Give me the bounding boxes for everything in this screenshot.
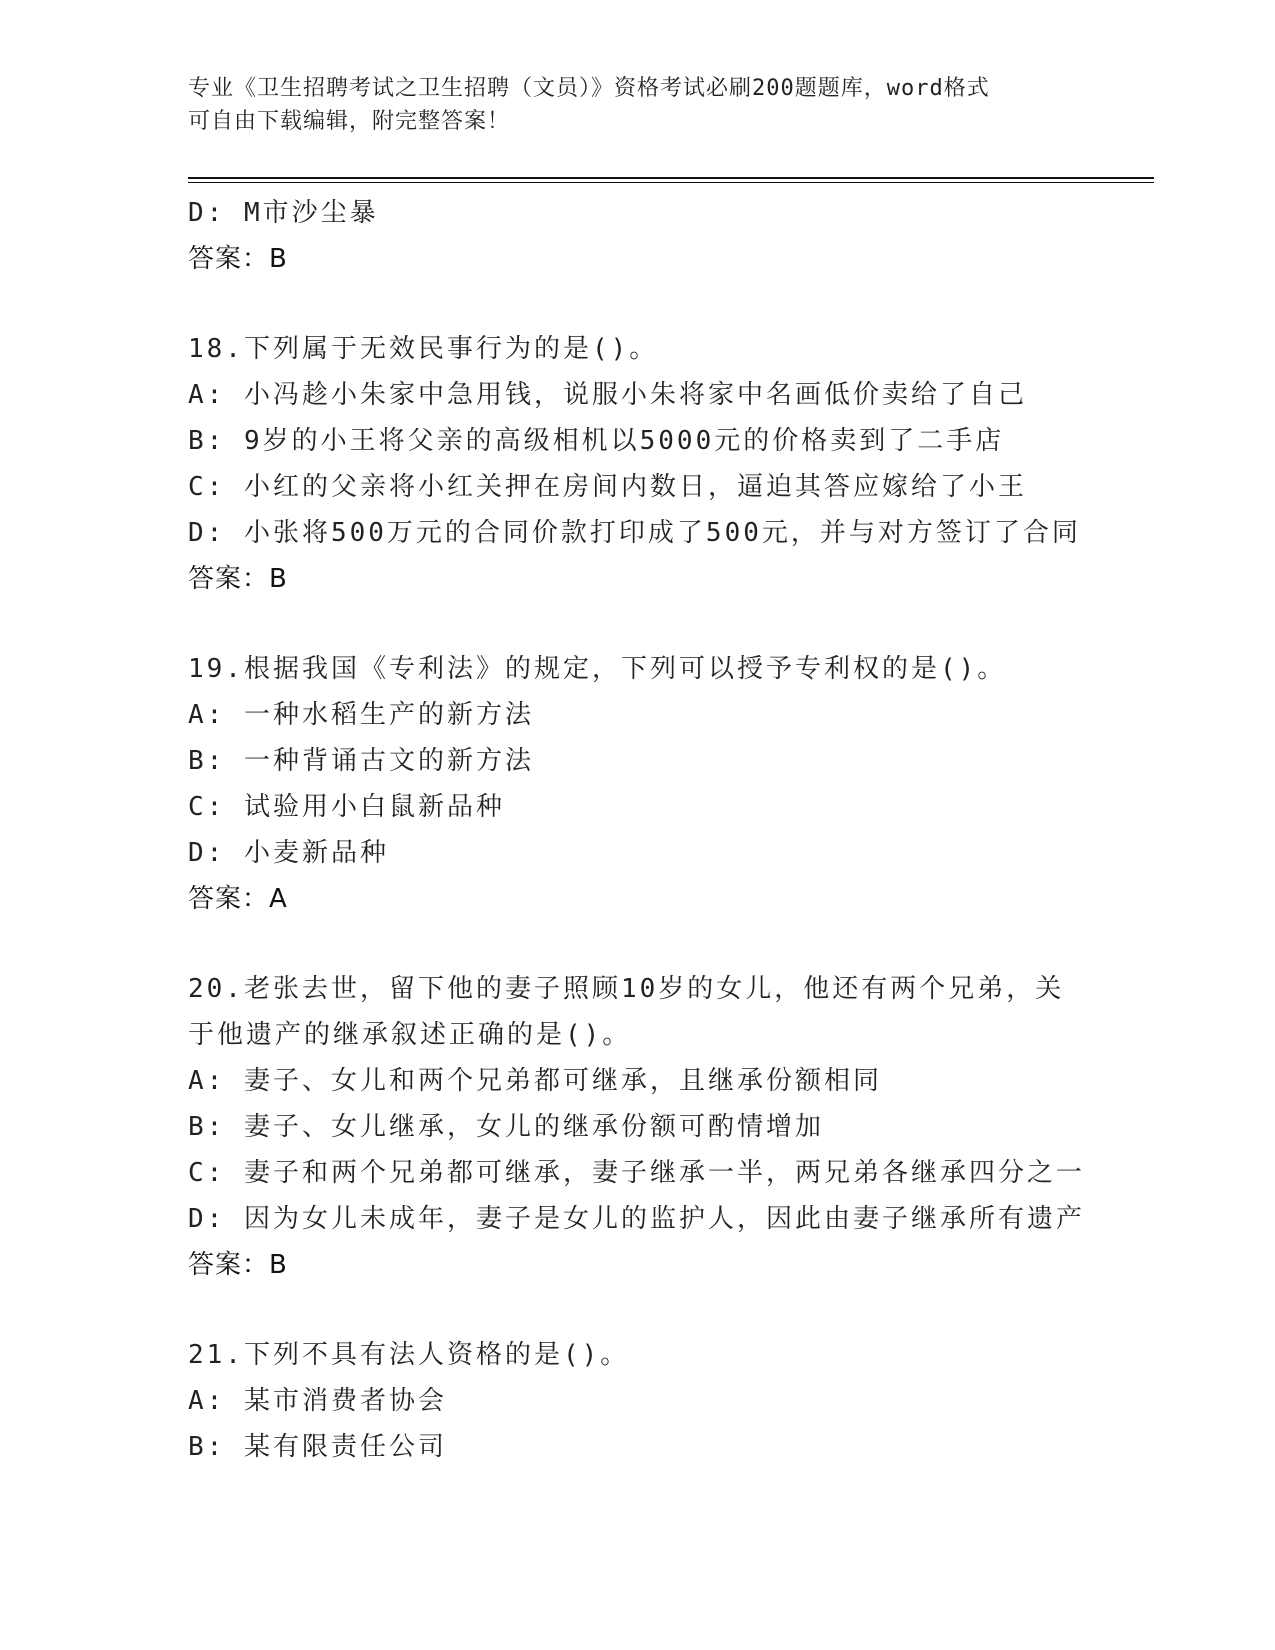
option-c: C: 小红的父亲将小红关押在房间内数日，逼迫其答应嫁给了小王 [188,472,1027,502]
question-18 [188,326,1158,602]
option-b: B: 9岁的小王将父亲的高级相机以5000元的价格卖到了二手店 [188,426,1005,456]
option-d: D: 小张将500万元的合同价款打印成了500元，并与对方签订了合同 [188,518,1081,548]
answer: 答案：B [188,244,288,274]
option-c: C: 试验用小白鼠新品种 [188,792,505,822]
option-d: D: M市沙尘暴 [188,198,379,228]
question-title-line-1: 20.老张去世，留下他的妻子照顾10岁的女儿，他还有两个兄弟，关 [188,974,1065,1004]
spacer [188,1288,1158,1332]
header-divider-thick [188,177,1154,179]
option-a: A: 某市消费者协会 [188,1386,447,1416]
question-title: 19.根据我国《专利法》的规定，下列可以授予专利权的是()。 [188,654,1007,684]
question-title: 21.下列不具有法人资格的是()。 [188,1340,630,1370]
question-19 [188,646,1158,922]
option-b: B: 妻子、女儿继承，女儿的继承份额可酌情增加 [188,1112,824,1142]
header-divider-thin [188,182,1154,183]
question-title-line-2: 于他遗产的继承叙述正确的是()。 [188,1020,632,1050]
answer: 答案：A [188,884,288,914]
spacer [188,602,1158,646]
question-21 [188,1332,1158,1470]
question-17 [188,190,1158,282]
option-d: D: 因为女儿未成年，妻子是女儿的监护人，因此由妻子继承所有遗产 [188,1204,1085,1234]
header-line-1: 专业《卫生招聘考试之卫生招聘（文员）》资格考试必刷200题题库，word格式 [188,76,990,101]
option-b: B: 一种背诵古文的新方法 [188,746,534,776]
answer: 答案：B [188,1250,288,1280]
option-b: B: 某有限责任公司 [188,1432,447,1462]
option-d: D: 小麦新品种 [188,838,389,868]
option-c: C: 妻子和两个兄弟都可继承，妻子继承一半，两兄弟各继承四分之一 [188,1158,1085,1188]
question-list [188,190,1158,1470]
question-20 [188,966,1158,1288]
option-a: A: 妻子、女儿和两个兄弟都可继承，且继承份额相同 [188,1066,882,1096]
spacer [188,282,1158,326]
option-a: A: 小冯趁小朱家中急用钱，说服小朱将家中名画低价卖给了自己 [188,380,1027,410]
option-a: A: 一种水稻生产的新方法 [188,700,534,730]
question-title: 18.下列属于无效民事行为的是()。 [188,334,659,364]
spacer [188,922,1158,966]
document-header [188,72,1068,138]
header-line-2: 可自由下载编辑，附完整答案！ [188,109,511,134]
answer: 答案：B [188,564,288,594]
